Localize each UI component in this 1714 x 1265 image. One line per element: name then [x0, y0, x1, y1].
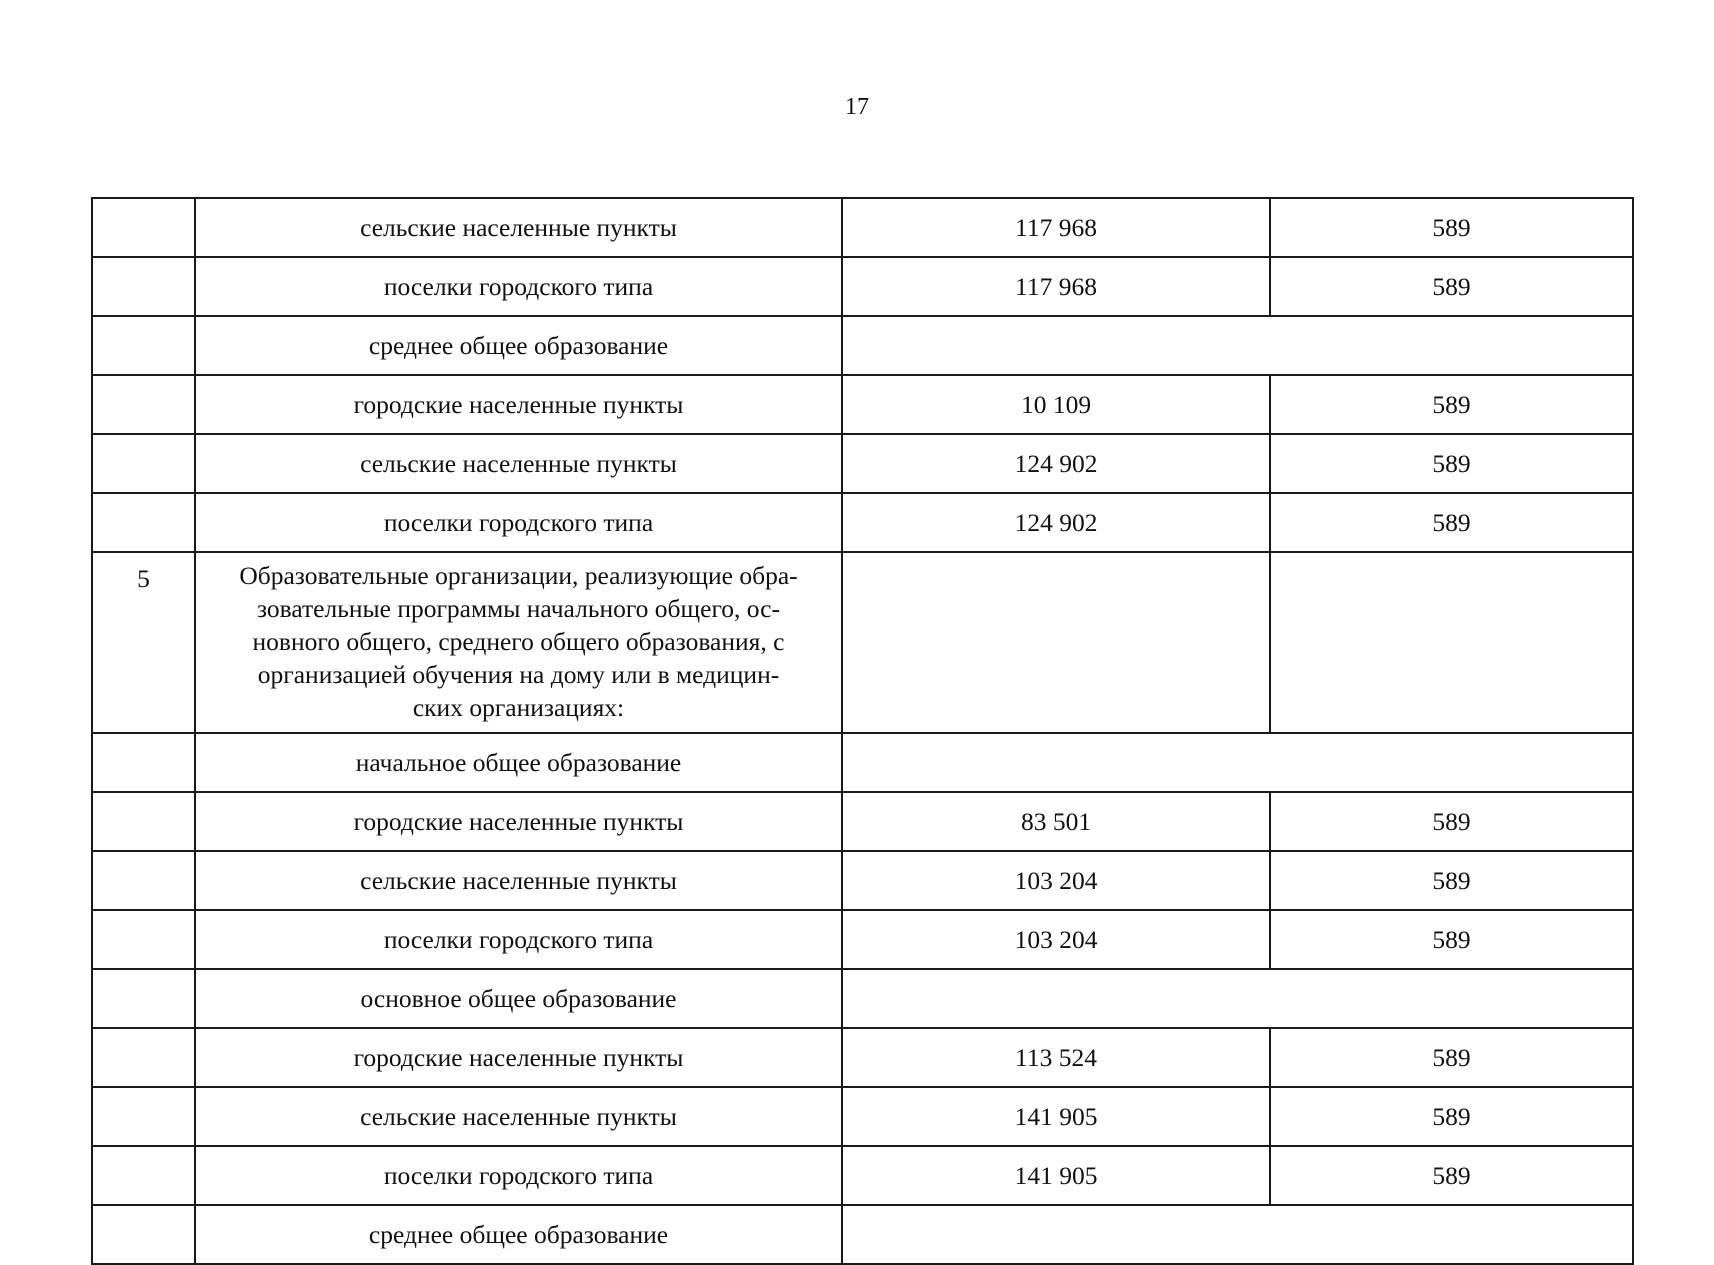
- row-name-cell: городские населенные пункты: [195, 375, 842, 434]
- row-number-cell: [92, 434, 195, 493]
- value-cell: 10 109: [842, 375, 1270, 434]
- table-row: [92, 375, 1633, 434]
- row-number-cell: [92, 1205, 195, 1264]
- row-name-line: новного общего, среднего общего образования, с: [252, 627, 785, 656]
- value-cell: [842, 552, 1270, 733]
- row-number-cell: 5: [92, 552, 195, 733]
- empty-merged-cell: [842, 1205, 1633, 1264]
- row-name-cell: среднее общее образование: [195, 316, 842, 375]
- empty-merged-cell: [842, 733, 1633, 792]
- coefficient-cell: 589: [1270, 375, 1633, 434]
- table-row: [92, 1146, 1633, 1205]
- row-number-cell: [92, 198, 195, 257]
- table-row: [92, 257, 1633, 316]
- row-name-cell: городские населенные пункты: [195, 1028, 842, 1087]
- table-row: [92, 316, 1633, 375]
- coefficient-cell: 589: [1270, 493, 1633, 552]
- table-row: [92, 434, 1633, 493]
- table-row: [92, 1028, 1633, 1087]
- coefficient-cell: 589: [1270, 910, 1633, 969]
- row-number-cell: [92, 1087, 195, 1146]
- row-number-cell: [92, 493, 195, 552]
- value-cell: 103 204: [842, 910, 1270, 969]
- table-row: [92, 493, 1633, 552]
- row-name-cell: поселки городского типа: [195, 1146, 842, 1205]
- row-number-cell: [92, 1028, 195, 1087]
- row-name-cell: сельские населенные пункты: [195, 851, 842, 910]
- value-cell: 113 524: [842, 1028, 1270, 1087]
- row-name-cell: поселки городского типа: [195, 493, 842, 552]
- coefficient-cell: 589: [1270, 257, 1633, 316]
- empty-merged-cell: [842, 969, 1633, 1028]
- empty-merged-cell: [842, 316, 1633, 375]
- value-cell: 117 968: [842, 257, 1270, 316]
- row-name-cell: среднее общее образование: [195, 1205, 842, 1264]
- page-number: 17: [845, 94, 869, 120]
- table-row: [92, 792, 1633, 851]
- funding-table: [91, 197, 1634, 1265]
- coefficient-cell: 589: [1270, 851, 1633, 910]
- row-name-cell: сельские населенные пункты: [195, 1087, 842, 1146]
- table-row: [92, 910, 1633, 969]
- coefficient-cell: 589: [1270, 434, 1633, 493]
- value-cell: 141 905: [842, 1087, 1270, 1146]
- value-cell: 103 204: [842, 851, 1270, 910]
- row-number-cell: [92, 851, 195, 910]
- table-body: [92, 198, 1633, 1264]
- row-name-cell: городские населенные пункты: [195, 792, 842, 851]
- value-cell: 124 902: [842, 493, 1270, 552]
- coefficient-cell: 589: [1270, 198, 1633, 257]
- value-cell: 141 905: [842, 1146, 1270, 1205]
- value-cell: 117 968: [842, 198, 1270, 257]
- row-number-cell: [92, 792, 195, 851]
- row-name-line: зовательные программы начального общего, ос-: [257, 594, 780, 623]
- coefficient-cell: [1270, 552, 1633, 733]
- table-row: [92, 198, 1633, 257]
- coefficient-cell: 589: [1270, 792, 1633, 851]
- row-name-line: ских организациях:: [412, 693, 625, 722]
- coefficient-cell: 589: [1270, 1028, 1633, 1087]
- row-number-cell: [92, 733, 195, 792]
- table-row: [92, 552, 1633, 733]
- row-name-cell: [195, 552, 842, 733]
- row-name-cell: поселки городского типа: [195, 910, 842, 969]
- row-number-cell: [92, 375, 195, 434]
- table-row: [92, 1087, 1633, 1146]
- row-name-cell: поселки городского типа: [195, 257, 842, 316]
- row-number-cell: [92, 969, 195, 1028]
- table-row: [92, 733, 1633, 792]
- row-name-cell: основное общее образование: [195, 969, 842, 1028]
- row-name-line: Образовательные организации, реализующие обра-: [239, 561, 798, 590]
- value-cell: 124 902: [842, 434, 1270, 493]
- row-number-cell: [92, 910, 195, 969]
- row-name-cell: начальное общее образование: [195, 733, 842, 792]
- value-cell: 83 501: [842, 792, 1270, 851]
- table-row: [92, 1205, 1633, 1264]
- row-number-cell: [92, 1146, 195, 1205]
- row-name-cell: сельские населенные пункты: [195, 198, 842, 257]
- table-row: [92, 969, 1633, 1028]
- table-row: [92, 851, 1633, 910]
- row-name-cell: сельские населенные пункты: [195, 434, 842, 493]
- coefficient-cell: 589: [1270, 1146, 1633, 1205]
- row-number-cell: [92, 257, 195, 316]
- coefficient-cell: 589: [1270, 1087, 1633, 1146]
- row-number-cell: [92, 316, 195, 375]
- row-name-line: организацией обучения на дому или в медицин-: [257, 660, 780, 689]
